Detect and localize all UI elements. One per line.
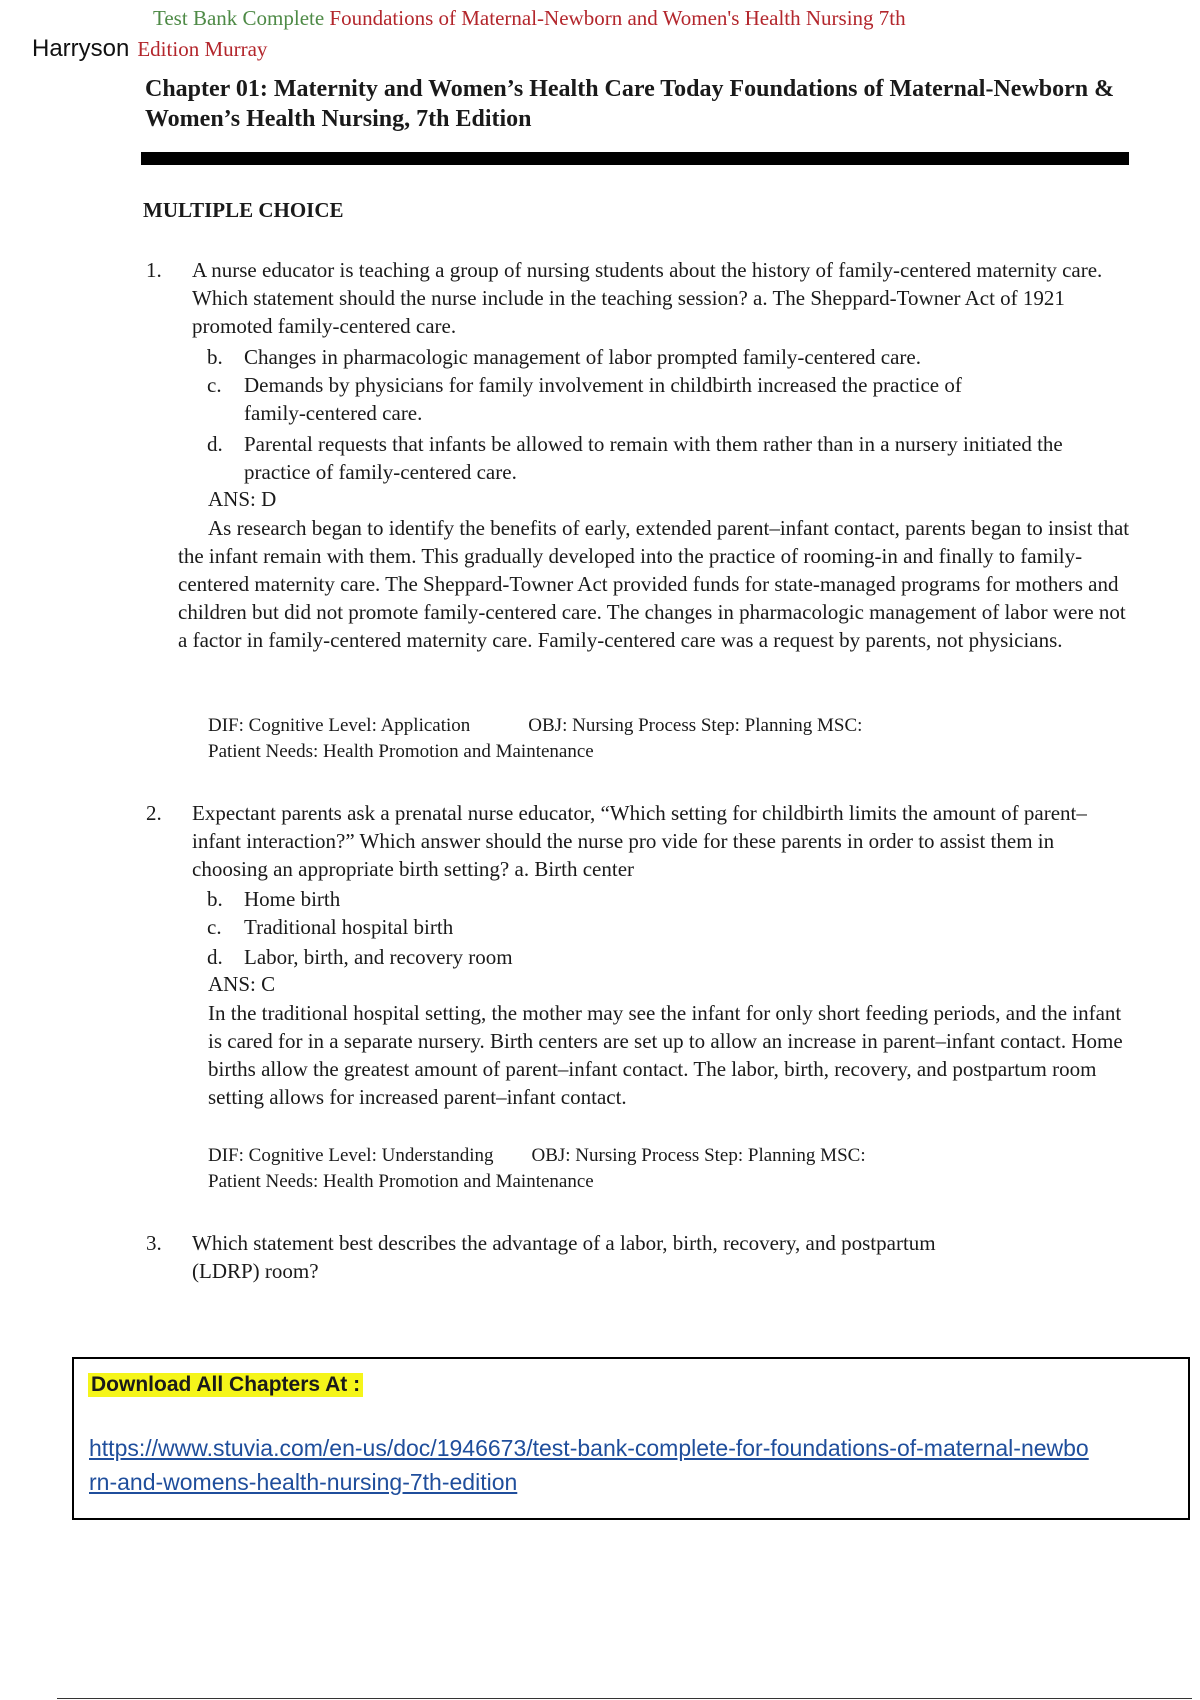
question-stem: Which statement best describes the advantage of a labor, birth, recovery, and postpartum (LDRP) room? xyxy=(192,1231,936,1283)
rationale: In the traditional hospital setting, the mother may see the infant for only short feeding periods, and the infant is cared for in a separate nursery. Birth centers are set up to allow an increase in parent–infant contact. Home births allow the greatest amount of parent–infant contact. The labor, birth, recovery, and postpartum room setting allows for increased parent–infant contact. xyxy=(208,1001,1123,1109)
heading-rule xyxy=(141,152,1129,165)
question-stem: A nurse educator is teaching a group of nursing students about the history of family-centered maternity care. Which statement should the nurse include in the teaching session? a. The Sheppard-Towner Act of 1921 promoted family-centered care. xyxy=(192,258,1103,338)
answer-option xyxy=(207,343,1107,371)
client-needs: Patient Needs: Health Promotion and Maintenance xyxy=(208,741,594,762)
option-text: Changes in pharmacologic management of labor prompted family-centered care. xyxy=(244,345,921,369)
answer-option xyxy=(207,885,1107,913)
author-name: Harryson xyxy=(32,35,130,62)
option-letter: d. xyxy=(207,945,223,969)
objective: OBJ: Nursing Process Step: Planning MSC: xyxy=(531,1145,866,1166)
chapter-title: Chapter 01: Maternity and Women’s Health Care Today Foundations of Maternal-Newborn & Women’s Health Nursing, 7th Edition xyxy=(145,76,1115,132)
title-prefix: Test Bank Complete xyxy=(153,6,325,30)
question-metadata xyxy=(208,1143,866,1195)
option-text: Labor, birth, and recovery room xyxy=(244,945,513,969)
question-stem: Expectant parents ask a prenatal nurse educator, “Which setting for childbirth limits the amount of parent–infant interaction?” Which answer should the nurse pro vide for these parents in order to assist them in choosing an appropriate birth setting? a. Birth center xyxy=(192,801,1087,881)
option-text: Traditional hospital birth xyxy=(244,915,454,939)
answer-key: ANS: D xyxy=(208,487,277,511)
difficulty-level: DIF: Cognitive Level: Application xyxy=(208,715,471,736)
answer-option xyxy=(207,943,1107,971)
section-heading: MULTIPLE CHOICE xyxy=(143,198,344,222)
option-letter: b. xyxy=(207,887,223,911)
option-text: Parental requests that infants be allowed to remain with them rather than in a nursery initiated the practice of family-centered care. xyxy=(244,432,1063,484)
option-text: Demands by physicians for family involvement in childbirth increased the practice of family-centered care. xyxy=(244,373,962,425)
footer-rule xyxy=(57,1698,1192,1699)
document-title-line xyxy=(153,6,906,31)
rationale: As research began to identify the benefits of early, extended parent–infant contact, parents began to insist that the infant remain with them. This gradually developed into the practice of rooming-in and finally to family-centered maternity care. The Sheppard-Towner Act provided funds for state-managed programs for mothers and children but did not promote family-centered care. The changes in pharmacologic management of labor were not a factor in family-centered maternity care. Family-centered care was a request by parents, not physicians. xyxy=(178,516,1130,652)
difficulty-level: DIF: Cognitive Level: Understanding xyxy=(208,1145,494,1166)
title-continuation: Edition Murray xyxy=(137,37,268,61)
question-number: 3. xyxy=(146,1231,162,1255)
option-letter: c. xyxy=(207,915,222,939)
option-letter: d. xyxy=(207,432,223,456)
objective: OBJ: Nursing Process Step: Planning MSC: xyxy=(528,715,863,736)
download-label: Download All Chapters At : xyxy=(88,1373,363,1397)
option-letter: b. xyxy=(207,345,223,369)
answer-option xyxy=(207,913,1107,941)
option-letter: c. xyxy=(207,373,222,397)
answer-option xyxy=(207,371,1107,427)
answer-option xyxy=(207,430,1107,486)
option-text: Home birth xyxy=(244,887,341,911)
document-title-line-2 xyxy=(32,35,267,63)
title-main: Foundations of Maternal-Newborn and Women's Health Nursing 7th xyxy=(329,6,906,30)
answer-key: ANS: C xyxy=(208,972,276,996)
download-box xyxy=(72,1357,1190,1520)
download-link[interactable]: https://www.stuvia.com/en-us/doc/1946673/test-bank-complete-for-foundations-of-maternal-newborn-and-womens-health-nursing-7th-edition xyxy=(89,1435,1089,1495)
question-metadata xyxy=(208,713,862,765)
question-number: 2. xyxy=(146,801,162,825)
client-needs: Patient Needs: Health Promotion and Maintenance xyxy=(208,1171,594,1192)
question-number: 1. xyxy=(146,258,162,282)
